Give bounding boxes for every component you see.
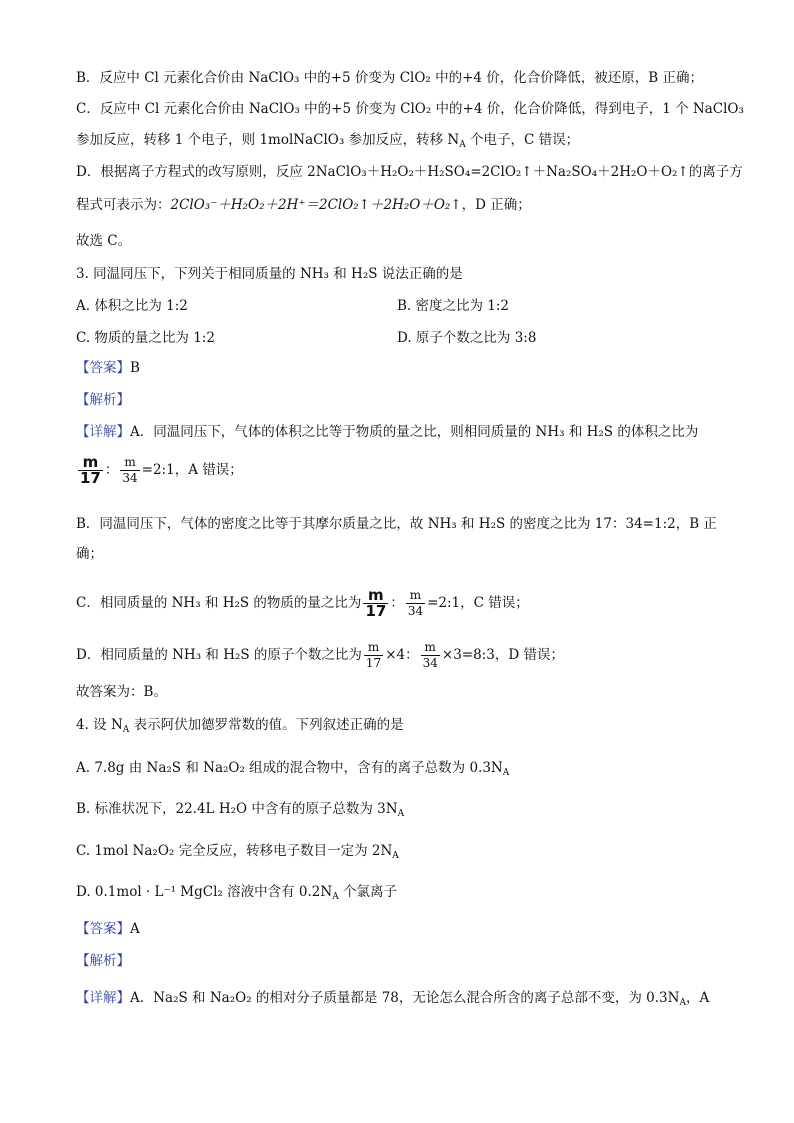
explanation-b-line: B．反应中 Cl 元素化合价由 NaClO₃ 中的+5 价变为 ClO₂ 中的+4 价，化合价降低，被还原，B 正确； [76,70,704,86]
question-4-stem: 4. 设 $N_A$ 表示阿伏加德罗常数的值。下列叙述正确的是 [76,717,404,735]
question-3-analysis-label: 【解析】 [76,392,130,408]
question-3-final-answer: 故答案为：B。 [76,684,167,700]
detail-label: 【详解】 [76,424,130,440]
fraction-m-17: $\frac{m}{17}$ [80,453,101,487]
question-4-option-c: C. 1mol Na₂O₂ 完全反应，转移电子数目一定为 $2N_A$ [76,843,399,861]
answer-value: A [130,921,140,937]
question-3-option-a: A. 体积之比为 1:2 [76,298,188,314]
question-3-detail-a-fraction: $\frac{m}{17}$ ： $\frac{m}{34}$ =2:1，A 错误； [80,453,243,487]
detail-text: A．Na₂S 和 Na₂O₂ 的相对分子质量都是 78，无论怎么混合所含的离子总部不变，为 $0.3N_A$，A [130,990,710,1008]
question-3-option-c: C. 物质的量之比为 1:2 [76,330,215,346]
explanation-c-line-2: 参加反应，转移 1 个电子，则 1molNaClO₃ 参加反应，转移 $N_A$ 个电子，C 错误； [76,132,580,150]
explanation-d-line-1: D．根据离子方程式的改写原则，反应 2NaClO₃＋H₂O₂＋H₂SO₄=2ClO₂↑＋Na₂SO₄＋2H₂O＋O₂↑的离子方 [76,164,743,180]
equation-suffix: ，D 正确； [461,197,531,213]
detail-text: A．同温同压下，气体的体积之比等于物质的量之比，则相同质量的 NH₃ 和 H₂S 的体积之比为 [130,424,699,440]
explanation-d-line-2 [76,197,531,213]
question-3-answer [76,360,140,376]
question-4-option-a: A. 7.8g 由 Na₂S 和 Na₂O₂ 组成的混合物中，含有的离子总数为 $0.3N_A$ [76,760,510,778]
equation-prefix: 程式可表示为： [76,197,171,213]
question-3-option-b: B. 密度之比为 1:2 [397,298,510,314]
fraction-m-17: $\frac{m}{17}$ [365,586,387,620]
detail-label: 【详解】 [76,990,130,1006]
question-4-analysis-label: 【解析】 [76,953,130,969]
question-3-detail-d: D．相同质量的 NH₃ 和 H₂S 的原子个数之比为 $\frac{m}{17}$ ×4： $\frac{m}{34}$ ×3=8:3，D 错误； [76,640,564,670]
question-3-detail-a [76,424,698,440]
question-3-stem: 3. 同温同压下，下列关于相同质量的 NH₃ 和 H₂S 说法正确的是 [76,266,463,282]
ionic-equation: 2ClO₃⁻＋H₂O₂＋2H⁺＝2ClO₂↑＋2H₂O＋O₂↑ [170,197,462,213]
question-3-detail-b-1: B．同温同压下，气体的密度之比等于其摩尔质量之比，故 NH₃ 和 H₂S 的密度之比为 17：34=1:2，B 正 [76,516,717,532]
question-3-option-d: D. 原子个数之比为 3:8 [397,330,537,346]
question-3-detail-c: C．相同质量的 NH₃ 和 H₂S 的物质的量之比为 $\frac{m}{17}$ ： $\frac{m}{34}$ =2:1，C 错误； [76,586,529,620]
fraction-m-34: $\frac{m}{34}$ [407,588,424,618]
fraction-result: =2:1，A 错误； [141,462,243,478]
question-4-detail-a [76,990,709,1006]
fraction-m-17: $\frac{m}{17}$ [365,640,382,670]
answer-label: 【答案】 [76,360,130,376]
question-4-answer [76,921,140,937]
select-c-line: 故选 C。 [76,233,132,249]
question-3-detail-b-2: 确； [76,546,103,562]
answer-value: B [130,360,140,376]
question-4-option-b: B. 标准状况下，22.4L H₂O 中含有的原子总数为 $3N_A$ [76,801,405,819]
fraction-m-34: $\frac{m}{34}$ [122,455,138,485]
explanation-c-line-1: C．反应中 Cl 元素化合价由 NaClO₃ 中的+5 价变为 ClO₂ 中的+4 价，化合价降低，得到电子，1 个 NaClO₃ [76,101,744,117]
question-4-option-d: D. 0.1mol · L⁻¹ MgCl₂ 溶液中含有 $0.2N_A$ 个氯离子 [76,884,397,902]
fraction-m-34: $\frac{m}{34}$ [422,640,438,670]
answer-label: 【答案】 [76,921,130,937]
